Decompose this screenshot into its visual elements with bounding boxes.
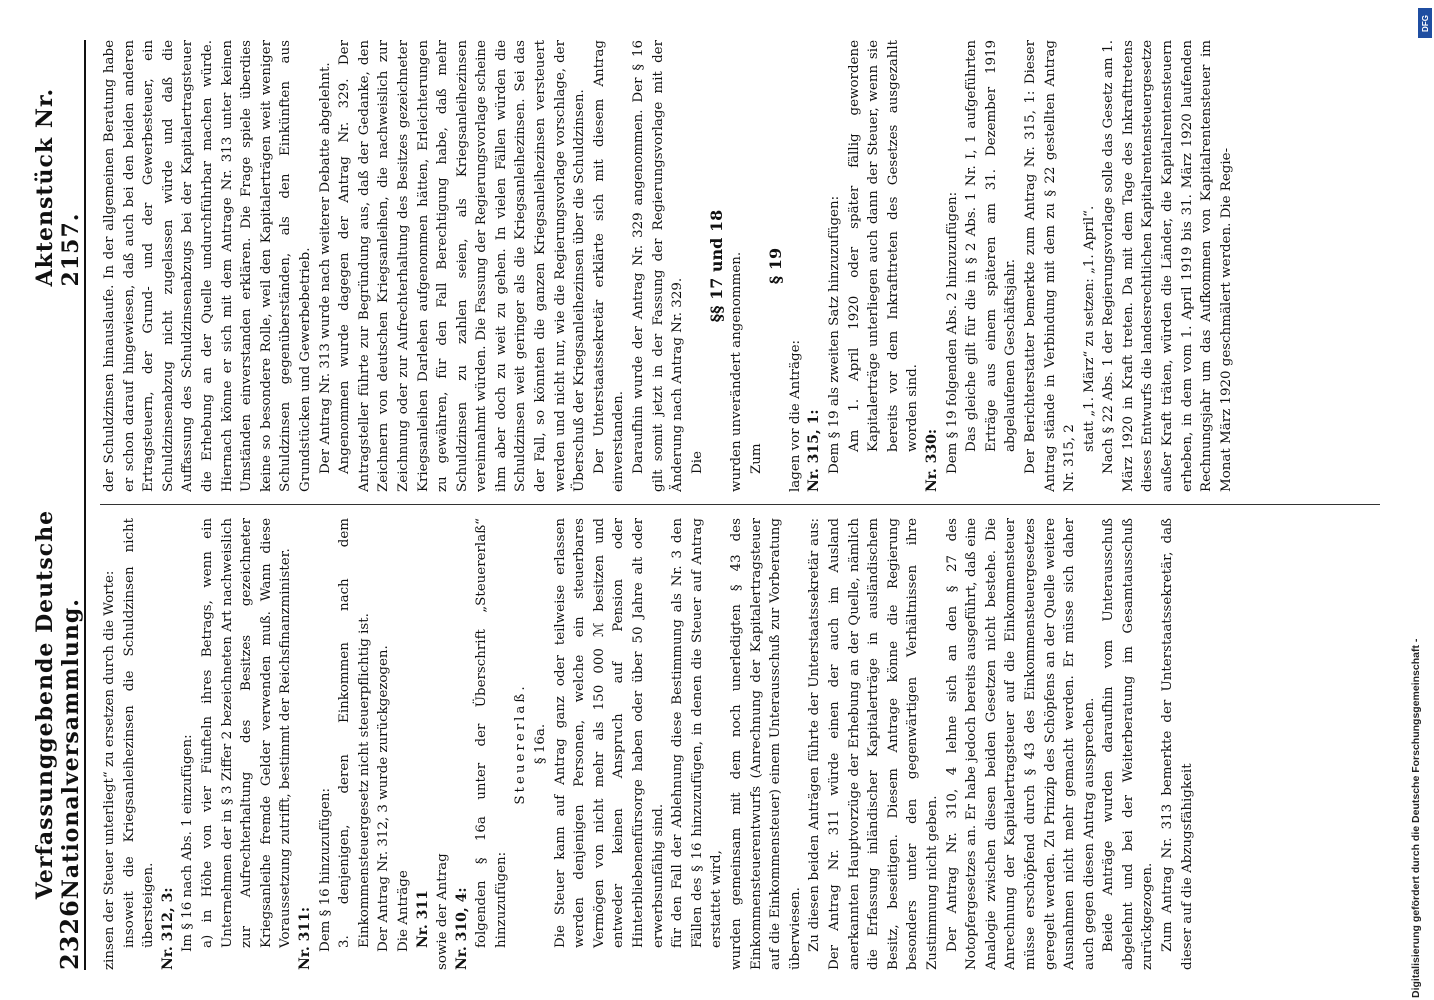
left-column-paragraph: § 16a. — [533, 723, 549, 765]
right-column-paragraph: § 19 — [766, 247, 786, 285]
page-title: Verfassunggebende Deutsche Nationalversammlung. — [32, 509, 84, 900]
right-column-paragraph: Nr. 315, 1: — [806, 409, 823, 492]
right-column-paragraph: Nr. 330: — [923, 428, 940, 492]
right-column-paragraph: Der Antrag Nr. 313 wurde nach weiterer Debatte abgelehnt. — [317, 62, 333, 474]
right-column-paragraph: Dem § 19 als zweiten Satz hinzuzufügen: — [826, 195, 842, 474]
left-column-paragraph: Der Antrag Nr. 312, 3 wurde zurückgezogen. — [376, 645, 392, 952]
right-column-paragraph: Zum — [748, 443, 764, 474]
left-column-paragraph: Die Steuer kann auf Antrag ganz oder teilweise erlassen werden denjenigen Personen, welche ein steuerbares Vermögen von nicht mehr als 150 000 ℳ besitzen und entweder keinen Anspruch auf Pension oder Hinterbliebenenfürsorge haben oder über 50 Jahre alt oder erwerbsunfähig sind. — [552, 518, 666, 948]
left-column-paragraph: Zu diesen beiden Anträgen führte der Unterstaatssekretär aus: Der Antrag Nr. 311 würde einen der auch im Ausland anerkannten Hauptvorzüge der Erhebung an der Quelle, nämlich die Erfassung inländischer Kapitalerträge in ausländischem Besitz, beseitigen. Diesem Antrage könne die Regierung besonders unter den gegenwärtigen Verhältnissen ihre Zustimmung nicht geben. — [807, 518, 940, 970]
left-column-paragraph: Nr. 311: — [296, 906, 313, 970]
left-column-paragraph: Nr. 310, 4: — [453, 887, 470, 970]
document-reference: Aktenstück Nr. 2157. — [32, 87, 84, 287]
funding-footnote: Digitalisierung gefördert durch die Deutsche Forschungsgemeinschaft - — [1410, 638, 1422, 998]
left-column-paragraph: Zum Antrag Nr. 313 bemerkte der Unterstaatssekretär, daß dieser auf die Abzugsfähigkeit — [1160, 518, 1195, 970]
left-column-paragraph: Die Anträge — [395, 870, 411, 952]
dfg-logo-text: DFG — [1420, 14, 1430, 32]
right-column-paragraph: §§ 17 und 18 — [707, 209, 727, 323]
dfg-logo — [1418, 8, 1432, 38]
left-column-paragraph: folgenden § 16a unter der Überschrift „Steuererlaß“ hinzuzufügen: — [474, 518, 509, 948]
column-divider — [100, 504, 1380, 505]
page-header — [32, 40, 86, 970]
left-column-paragraph: Nr. 311 — [414, 890, 431, 948]
left-column — [100, 518, 1380, 970]
left-column-paragraph: Steuererlaß. — [513, 683, 529, 805]
right-column-paragraph: Das gleiche gilt für die in § 2 Abs. 1 Nr. I, 1 aufgeführten Erträge aus einem späteren am 31. Dezember 1919 abgelaufenen Geschäftsjahr. — [964, 40, 1019, 452]
right-column-paragraph: Dem § 19 folgenden Abs. 2 hinzuzufügen: — [944, 191, 960, 474]
left-column-paragraph: insoweit die Kriegsanleihezinsen die Schuldzinsen nicht übersteigen. — [121, 518, 157, 948]
right-column-paragraph: Daraufhin wurde der Antrag Nr. 329 angenommen. Der § 16 gilt somit jetzt in der Fassung der Regierungsvorlage mit der Änderung nach Antrag Nr. 329. — [631, 40, 686, 492]
page-number: 2326 — [55, 899, 84, 970]
right-column-paragraph: der Schuldzinsen hinauslaufe. In der allgemeinen Beratung habe er schon darauf hingewiesen, daß auch bei den beiden anderen Ertragsteuern, der Grund- und der Gewerbesteuer, ein Schuldzinsenabzug nicht zugelassen würde und daß die Auffassung des Schuldzinsenabzugs bei der Kapitalertragsteuer die Erhebung an der Quelle undurchführbar machen würde. Hiernach könne er sich mit dem Antrage Nr. 313 unter keinen Umständen einverstanden erklären. Die Frage spiele überdies keine so besondere Rolle, weil den Kapitalerträgen weit weniger Schuldzinsen gegenüberständen, als den Einkünften aus Grundstücken und Gewerbebetrieb. — [102, 40, 313, 492]
left-column-paragraph: zinsen der Steuer unterliegt“ zu ersetzen durch die Worte: — [102, 570, 117, 970]
right-column-paragraph: Der Unterstaatssekretär erklärte sich mit diesem Antrag einverstanden. — [591, 40, 627, 492]
left-column-paragraph: wurden gemeinsam mit dem noch unerledigten § 43 des Einkommensteuerentwurfs (Anrechnung der Kapitalertragsteuer auf die Einkommensteuer) einem Unterausschuß zur Vorberatung überwiesen. — [729, 518, 803, 970]
right-column-paragraph: Nach § 22 Abs. 1 der Regierungsvorlage solle das Gesetz am 1. März 1920 in Kraft treten. Da mit dem Tage des Inkrafttretens dieses Entwurfs die landesrechtlichen Kapitalrentensteuergesetze außer Kraft träten, würden die Länder, die Kapitalrentensteuern erheben, in dem vom 1. April 1919 bis 31. März 1920 laufenden Rechnungsjahr um das Aufkommen von Kapitalrentensteuer im Monat März 1920 geschmälert werden. Die Regie- — [1101, 40, 1234, 492]
scanned-page — [32, 40, 1400, 970]
left-column-paragraph: Beide Anträge wurden daraufhin vom Unterausschuß abgelehnt und bei der Weiterberatung im Gesamtausschuß zurückgezogen. — [1101, 518, 1156, 970]
right-column-paragraph: lagen vor die Anträge: — [787, 339, 803, 492]
right-column-paragraph: statt „1. März“ zu setzen: „1. April“. — [1081, 205, 1097, 452]
left-column-paragraph: Dem § 16 hinzuzufügen: — [317, 788, 333, 952]
right-column — [100, 40, 1380, 492]
left-column-paragraph: 3. denjenigen, deren Einkommen nach dem Einkommensteuergesetz nicht steuerpflichtig ist. — [337, 518, 372, 948]
right-column-paragraph: wurden unverändert angenommen. — [729, 251, 744, 492]
left-column-paragraph: für den Fall der Ablehnung diese Bestimmung als Nr. 3 den Fällen des § 16 hinzuzufügen, in denen die Steuer auf Antrag erstattet wird, — [670, 518, 725, 948]
left-column-paragraph: a) in Höhe von vier Fünfteln ihres Betrags, wenn ein Unternehmen der in § 3 Ziffer 2 bezeichneten Art nachweislich zur Aufrechterhaltung des Besitzes gezeichneter Kriegsanleihe fremde Gelder verwenden muß. Wann diese Voraussetzung zutrifft, bestimmt der Reichsfinanzminister. — [199, 518, 294, 948]
left-column-paragraph: Der Antrag Nr. 310, 4 lehne sich an den § 27 des Notopfergesetzes an. Er habe jedoch bereits ausgeführt, daß eine Analogie zwischen diesen beiden Gesetzen nicht bestehe. Die Anrechnung der Kapitalertragsteuer auf die Einkommensteuer müsse erschöpfend durch § 43 des Einkommensteuergesetzes geregelt werden. Zu Prinzip des Schöpfens an der Quelle weitere Ausnahmen nicht mehr gemacht werden. Er müsse sich daher auch gegen diesen Antrag aussprechen. — [944, 518, 1097, 970]
right-column-paragraph: Der Berichterstatter bemerkte zum Antrag Nr. 315, 1: Dieser Antrag stände in Verbindung mit dem zu § 22 gestellten Antrag Nr. 315, 2 — [1022, 40, 1078, 492]
right-column-paragraph: Die — [689, 451, 705, 474]
left-column-paragraph: Im § 16 nach Abs. 1 einzufügen: — [180, 734, 196, 952]
right-column-paragraph: Angenommen wurde dagegen der Antrag Nr. 329. Der Antragsteller führte zur Begründung aus, daß der Gedanke, den Zeichnern von deutschen Kriegsanleihen, die nachweislich zur Zeichnung oder zur Aufrechterhaltung des Besitzes gezeichneter Kriegsanleihen Darlehen aufgenommen hätten, Erleichterungen zu gewähren, für den Fall Berechtigung habe, daß mehr Schuldzinsen zu zahlen seien, als Kriegsanleihezinsen vereinnahmt würden. Die Fassung der Regierungsvorlage scheine ihm aber doch zu weit zu gehen. In vielen Fällen würden die Schuldzinsen weit geringer als die Kriegsanleihezinsen. Sei das der Fall, so könnten die ganzen Kriegsanleihezinsen versteuert werden und nicht nur, wie die Regierungsvorlage vorschlage, der Überschuß der Kriegsanleihezinsen über die Schuldzinsen. — [337, 40, 588, 492]
left-column-paragraph: sowie der Antrag — [435, 853, 451, 970]
left-column-paragraph: Nr. 312, 3: — [159, 887, 176, 970]
right-column-paragraph: Am 1. April 1920 oder später fällig gewordene Kapitalerträge unterliegen auch dann der Steuer, wenn sie bereits vor dem Inkrafttreten des Gesetzes ausgezahlt worden sind. — [846, 40, 921, 452]
